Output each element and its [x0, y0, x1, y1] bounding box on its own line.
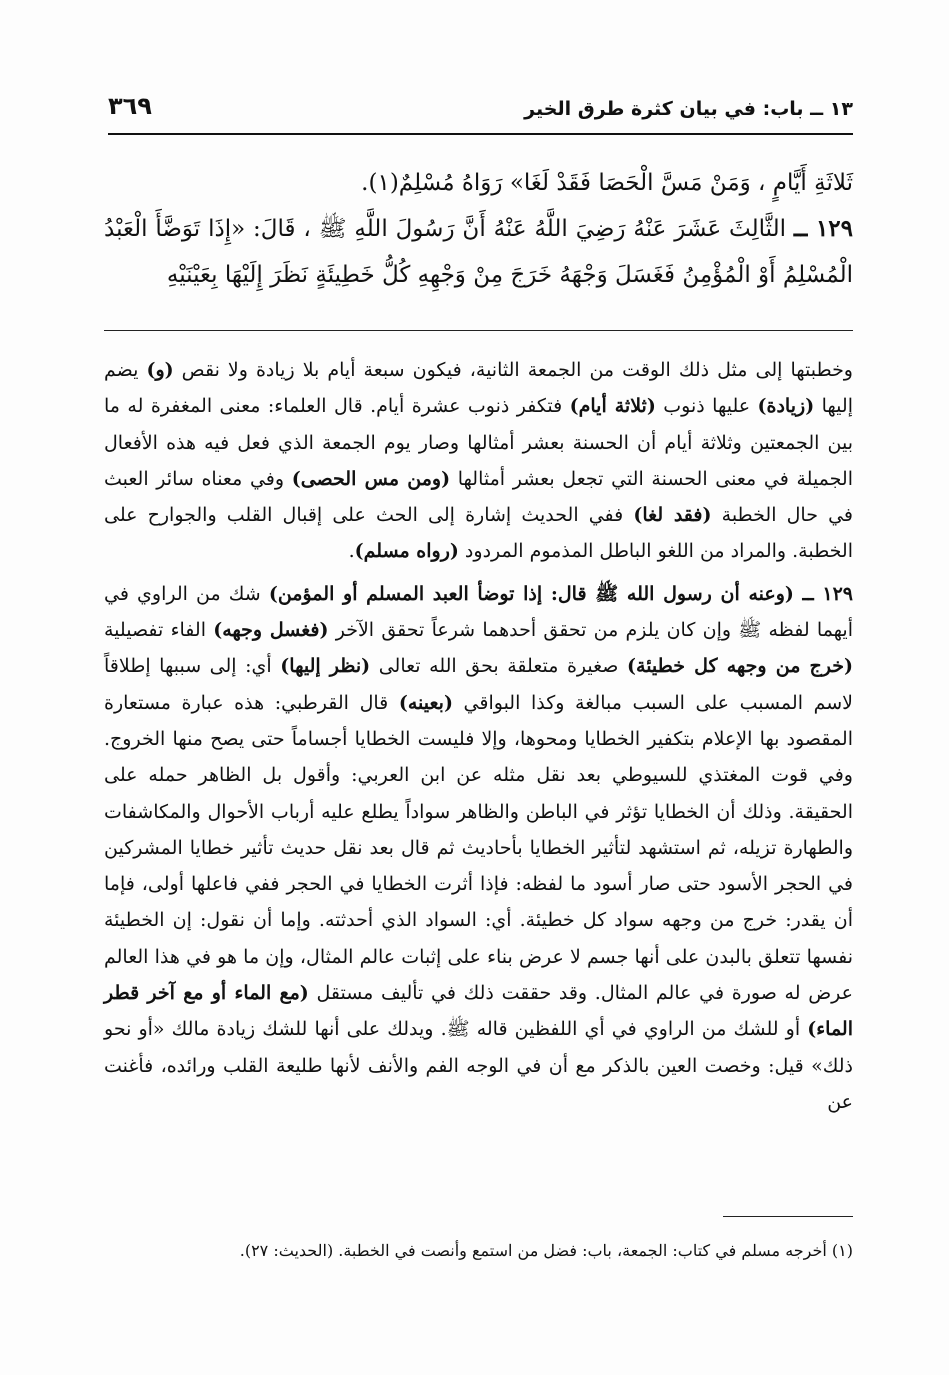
- hadith-number: ١٢٩ ــ: [793, 215, 854, 242]
- text-segment: وفي معناه سائر العبث في حال الخطبة: [104, 467, 853, 527]
- bold-phrase: (بعينه): [398, 691, 453, 714]
- text-segment: فتكفر ذنوب عشرة أيام. قال العلماء: معنى المغفرة له ما بين الجمعتين وثلاثة أيام أن الحسنة بعشر أمثالها وصار يوم الجمعة الذي فعل فيه هذه الأفعال الجميلة في معنى الحسنة التي تجعل بعشر أمثالها: [104, 395, 853, 490]
- bold-phrase: (فقد لغا): [633, 504, 712, 527]
- text-segment: وخطبتها إلى مثل ذلك الوقت من الجمعة الثانية، فيكون سبعة أيام بلا زيادة ولا نقص: [173, 359, 853, 381]
- bold-phrase: (نظر إليها): [280, 655, 371, 678]
- text-segment: قال القرطبي: هذه عبارة مستعارة المقصود بها الإعلام بتكفير الخطايا ومحوها، وإلا فليست الخطايا أجساماً حتى يصح منها الخروج. وفي قوت المغتذي للسيوطي بعد نقل مثله عن ابن العربي: وأقول بل الظاهر حمله على الحقيقة. وذلك أن الخطايا تؤثر في الباطن والظاهر سواداً يطلع عليه أرباب الأحوال والمكاشفات والطهارة تزيله، ثم استشهد لتأثير الخطايا بأحاديث ثم قال بعد نقل حديث تأثير خطايا المشركين في الحجر الأسود حتى صار أسود ما لفظه: فإذا أثرت الخطايا في الحجر ففي فاعلها أولى، فإما أن يقدر: خرج من وجهه سواد كل خطيئة. أي: السواد الذي أحدثته. وإما أن نقول: إن الخطيئة نفسها تتعلق بالبدن على أنها جسم لا عرض بناء على إثبات عالم المثال، وإن ما هو في هذا العالم عرض له صورة في عالم المثال. وقد حققت ذلك في تأليف مستقل: [104, 691, 853, 1005]
- chapter-title: ١٣ ــ باب: في بيان كثرة طرق الخير: [524, 98, 853, 120]
- hadith-continuation: ثَلاثَةِ أَيَّامٍ ، وَمَنْ مَسَّ الْحَصَا فَقَدْ لَغَا» رَوَاهُ مُسْلِمٌ(١).: [361, 170, 853, 196]
- hadith-129: [104, 206, 853, 298]
- text-segment: أي: إلى سببها إطلاقاً لاسم المسبب على السبب مبالغة وكذا البواقي: [104, 655, 853, 714]
- footnote: (١) أخرجه مسلم في كتاب: الجمعة، باب: فضل من استمع وأنصت في الخطبة. (الحديث: ٢٧).: [239, 1241, 853, 1260]
- commentary: [104, 352, 853, 1120]
- commentary-paragraph-2: [104, 576, 853, 1120]
- bold-phrase: (فغسل وجهه): [213, 619, 329, 642]
- text-segment: أو للشك من الراوي في أي اللفظين قاله ﷺ. ويدلك على أنها للشك زيادة مالك «أو نحو ذلك» قيل: وخصت العين بالذكر مع أن في الوجه الفم والأنف لأنها طليعة القلب ورائده، فأغنت عن: [104, 1018, 853, 1113]
- bold-phrase: (خرج من وجهه كل خطيئة): [627, 655, 853, 678]
- bold-phrase: (ومن مس الحصى): [291, 467, 451, 490]
- text-segment: ففي الحديث إشارة إلى الحث على إقبال القلب والجوارح على الخطبة. والمراد من اللغو الباطل المذموم المردود: [104, 504, 853, 563]
- bold-phrase: (و): [146, 359, 174, 381]
- page-header: [108, 92, 853, 132]
- text-segment: عليها ذنوب: [655, 395, 758, 418]
- page-number: ٣٦٩: [108, 92, 152, 120]
- bold-phrase: ١٢٩ ــ (وعنه أن رسول الله ﷺ قال: إذا توضأ العبد المسلم أو المؤمن): [268, 582, 854, 605]
- text-segment: صغيرة متعلقة بحق الله تعالى: [370, 655, 628, 678]
- commentary-paragraph-1: [104, 352, 853, 570]
- footnote-divider: [723, 1216, 853, 1217]
- text-segment: .: [348, 540, 355, 563]
- text-segment: شك من الراوي في أيهما لفظه ﷺ وإن كان يلزم من تحقق أحدهما شرعاً تحقق الآخر: [104, 582, 853, 642]
- bold-phrase: (ثلاثة أيام): [569, 395, 656, 418]
- bold-phrase: (مع الماء أو مع آخر قطر الماء): [104, 982, 853, 1041]
- header-divider: [108, 133, 853, 135]
- text-segment: الفاء تفصيلية: [104, 619, 214, 642]
- bold-phrase: (رواه مسلم): [354, 540, 459, 563]
- text-segment: يضم إليها: [104, 359, 853, 418]
- section-divider: [104, 330, 853, 331]
- bold-phrase: (زيادة): [757, 395, 815, 418]
- hadith-text: [104, 160, 853, 298]
- hadith-body: الثَّالِثَ عَشَرَ عَنْهُ رَضِيَ اللَّهُ عَنْهُ أَنَّ رَسُولَ اللَّهِ ﷺ ، قَالَ: «إِذَا تَوَضَّأَ الْعَبْدُ الْمُسْلِمُ أَوْ الْمُؤْمِنُ فَغَسَلَ وَجْهَهُ خَرَجَ مِنْ وَجْهِهِ كُلُّ خَطِيئَةٍ نَظَرَ إِلَيْهَا بِعَيْنَيْهِ: [104, 216, 853, 288]
